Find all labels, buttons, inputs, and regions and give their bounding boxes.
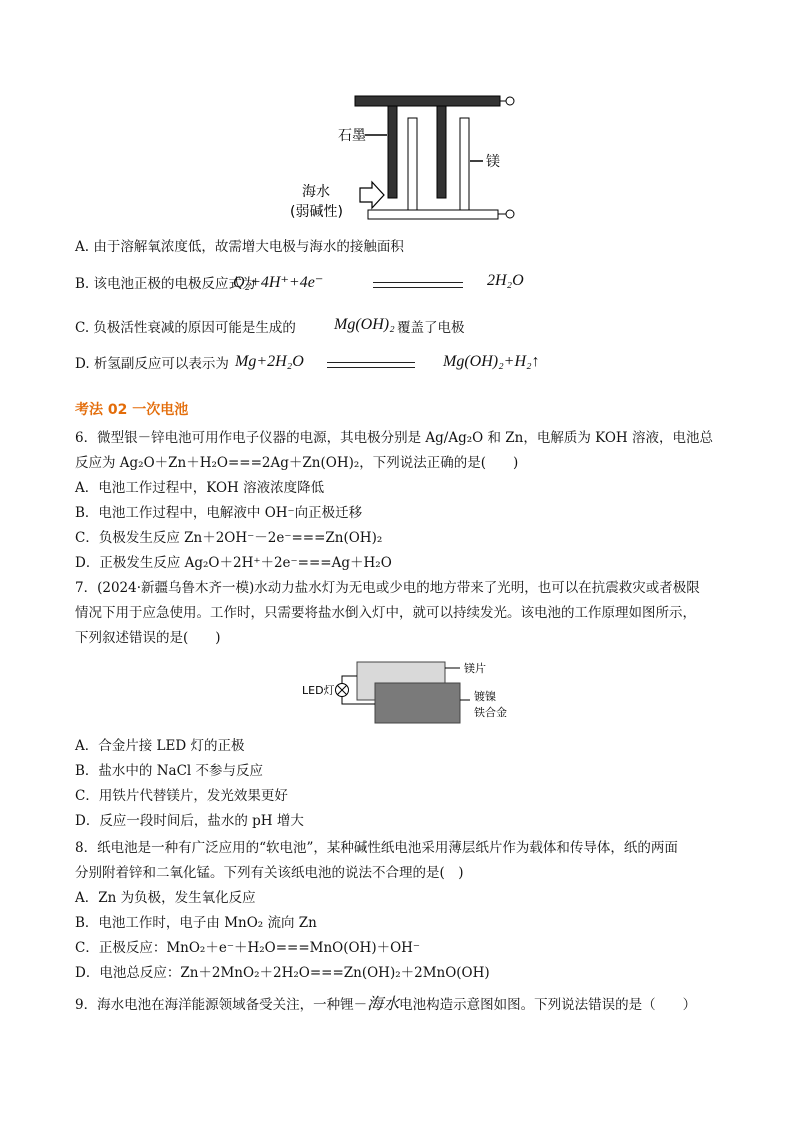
q9-emphasis: 海水 [367, 994, 400, 1013]
magnesium-plate-2 [460, 118, 469, 213]
terminal-bottom [506, 210, 514, 218]
q5-option-b-lhs: O₂+4H⁺+4e⁻ [233, 274, 324, 291]
magnesium-label: 镁 [486, 154, 500, 170]
graphite-rod-2 [437, 106, 446, 198]
q7-option-b: B．盐水中的 NaCl 不参与反应 [75, 763, 264, 779]
q6-option-d: D．正极发生反应 Ag₂O＋2H⁺＋2e⁻===Ag＋H₂O [75, 555, 392, 571]
q8-option-c: C．正极反应：MnO₂＋e⁻＋H₂O===MnO(OH)＋OH⁻ [75, 940, 421, 956]
alloy-sheet [375, 683, 460, 723]
equal-sign [373, 282, 463, 288]
alloy-label: 铁合金 [474, 706, 507, 719]
q5-option-d-rhs: Mg(OH)₂+H₂↑ [443, 353, 540, 370]
seawater-arrow [360, 182, 384, 208]
q8-option-a: A．Zn 为负极，发生氧化反应 [75, 890, 256, 906]
q9-prefix: 9．海水电池在海洋能源领域备受关注，一种锂－ [75, 997, 368, 1013]
q7-stem: 7．(2024·新疆乌鲁木齐一模)水动力盐水灯为无电或少电的地方带来了光明，也可以在抗震救灾或者极限 [75, 580, 700, 596]
electrode-diagram [280, 88, 520, 228]
magnesium-bottom-bar [368, 210, 498, 219]
graphite-top-bar [355, 96, 500, 106]
magnesium-plate-1 [408, 118, 417, 213]
q9-suffix: 电池构造示意图如图。下列说法错误的是（ ） [399, 997, 697, 1013]
q8-option-b: B．电池工作时，电子由 MnO₂ 流向 Zn [75, 915, 317, 931]
q7-stem: 情况下用于应急使用。工作时，只需要将盐水倒入灯中，就可以持续发光。该电池的工作原理如图所示， [75, 605, 696, 621]
equal-sign [327, 362, 415, 368]
q5-option-c-formula: Mg(OH)₂ [334, 316, 395, 333]
graphite-label: 石墨 [338, 128, 366, 144]
q5-option-d-lhs: Mg+2H₂O [235, 353, 304, 370]
terminal-top [506, 97, 514, 105]
q6-option-b: B．电池工作过程中，电解液中 OH⁻向正极迁移 [75, 505, 363, 521]
q7-option-a: A．合金片接 LED 灯的正极 [75, 738, 245, 754]
q7-stem: 下列叙述错误的是( ) [75, 630, 221, 646]
q7-option-c: C．用铁片代替镁片，发光效果更好 [75, 788, 288, 804]
q9-stem [75, 994, 696, 1015]
q7-option-d: D．反应一段时间后，盐水的 pH 增大 [75, 813, 304, 829]
q5-option-b-rhs: 2H₂O [487, 272, 524, 289]
led-label: LED灯 [302, 684, 335, 697]
alloy-label: 镀镍 [474, 690, 496, 703]
graphite-rod-1 [388, 106, 397, 198]
q6-stem: 6．微型银－锌电池可用作电子仪器的电源，其电极分别是 Ag/Ag₂O 和 Zn，电解质为 KOH 溶液，电池总 [75, 430, 713, 446]
q5-option-a: A. 由于溶解氧浓度低，故需增大电极与海水的接触面积 [75, 239, 404, 255]
q5-option-c-suffix: 覆盖了电极 [397, 320, 465, 336]
section-heading: 考法 02 一次电池 [75, 402, 189, 418]
q6-stem: 反应为 Ag₂O＋Zn＋H₂O===2Ag＋Zn(OH)₂，下列说法正确的是( ) [75, 455, 519, 471]
q8-option-d: D．电池总反应：Zn＋2MnO₂＋2H₂O===Zn(OH)₂＋2MnO(OH) [75, 965, 490, 981]
seawater-label: 海水 [302, 184, 330, 200]
led-cell-diagram [280, 658, 550, 730]
q5-option-c-prefix: C. 负极活性衰减的原因可能是生成的 [75, 320, 296, 336]
q6-option-c: C．负极发生反应 Zn＋2OH⁻－2e⁻===Zn(OH)₂ [75, 530, 383, 546]
q6-option-a: A．电池工作过程中，KOH 溶液浓度降低 [75, 480, 325, 496]
q8-stem: 分别附着锌和二氧化锰。下列有关该纸电池的说法不合理的是( ) [75, 865, 464, 881]
q5-option-b-prefix: B. 该电池正极的电极反应式为 [75, 276, 256, 292]
alkaline-label: (弱碱性) [290, 204, 343, 220]
q8-stem: 8．纸电池是一种有广泛应用的“软电池”，某种碱性纸电池采用薄层纸片作为载体和传导体，纸的两面 [75, 840, 678, 856]
magnesium-sheet-label: 镁片 [464, 662, 486, 675]
q5-option-d-prefix: D. 析氢副反应可以表示为 [75, 356, 229, 372]
